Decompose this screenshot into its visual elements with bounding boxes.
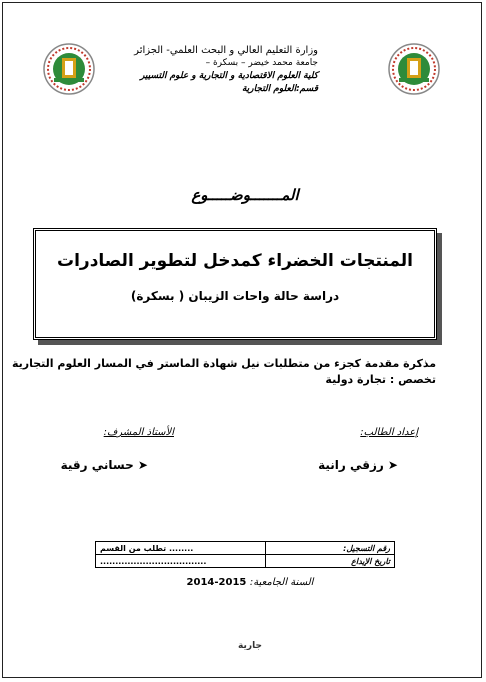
academic-year (170, 577, 330, 588)
subject-label: المـــــــوضـــــوع (191, 186, 299, 204)
ministry-line: وزارة التعليم العالي و البحث العلمي- الجزائر (134, 45, 318, 56)
university-line: جامعة محمد خيضر – بسكرة – (205, 58, 318, 68)
supervisor-name: ➤ حساني رقية (60, 458, 148, 472)
deposit-date-value: ................................... (96, 555, 266, 568)
table-row (96, 555, 395, 568)
thesis-title: المنتجات الخضراء كمدخل لتطوير الصادرات (57, 251, 413, 271)
faculty-line: كلية العلوم الاقتصادية و التجارية و علوم التسيير (140, 71, 318, 81)
student-label: إعداد الطالب: (360, 427, 418, 438)
academic-year-label: السنة الجامعية: (249, 577, 314, 588)
supervisor-label: الأستاذ المشرف: (103, 427, 174, 438)
student-name: ➤ رزقي رانية (318, 458, 398, 472)
thesis-subtitle: دراسة حالة واحات الزيبان ( بسكرة) (130, 289, 340, 303)
institution-header (98, 44, 318, 96)
memo-line-1: مذكرة مقدمة كجزء من متطلبات نيل شهادة الماستر في المسار العلوم التجارية (11, 357, 436, 370)
registration-table (95, 541, 395, 568)
university-logo-left (42, 42, 96, 96)
table-row (96, 542, 395, 555)
memo-block (11, 356, 436, 388)
university-logo-right (387, 42, 441, 96)
department-line: قسم:العلوم التجارية (241, 84, 318, 94)
footer-text: جارية (238, 641, 262, 651)
title-box (33, 228, 437, 340)
deposit-date-label: تاريخ الإيداع (266, 555, 395, 568)
academic-year-value: 2015-2014 (186, 577, 247, 588)
memo-line-2: تخصص : تجارة دولية (325, 373, 436, 386)
reg-number-label: رقم التسجيل: (266, 542, 395, 555)
reg-number-value: ........ تطلب من القسم (96, 542, 266, 555)
